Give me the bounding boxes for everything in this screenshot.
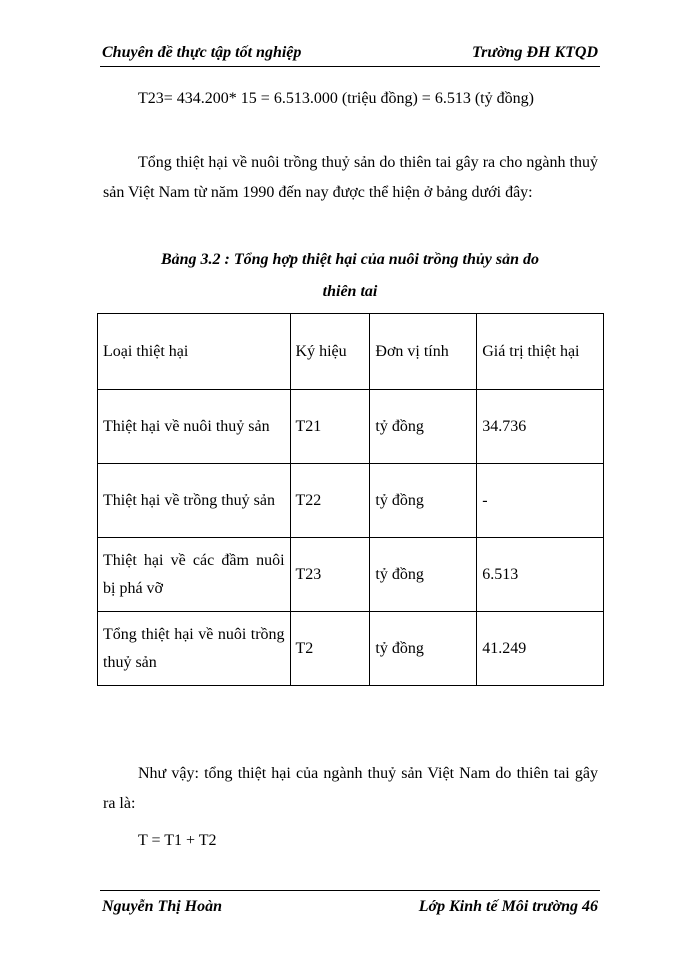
cell-symbol: T21 bbox=[290, 390, 370, 464]
cell-unit: tỷ đồng bbox=[370, 612, 477, 686]
footer-author: Nguyễn Thị Hoàn bbox=[102, 898, 223, 915]
cell-type: Tổng thiệt hại về nuôi trồng thuỷ sản bbox=[98, 612, 291, 686]
cell-type: Thiệt hại về các đầm nuôi bị phá vỡ bbox=[98, 538, 291, 612]
table-row bbox=[98, 612, 604, 686]
calc-paragraph: T23= 434.200* 15 = 6.513.000 (triệu đồng) = 6.513 (tỷ đồng) bbox=[138, 90, 534, 107]
cell-unit: tỷ đồng bbox=[370, 538, 477, 612]
cell-unit: tỷ đồng bbox=[370, 464, 477, 538]
header-school: Trường ĐH KTQD bbox=[471, 44, 598, 61]
table-row bbox=[98, 464, 604, 538]
cell-value: 6.513 bbox=[477, 538, 604, 612]
table-row bbox=[98, 390, 604, 464]
cell-value: 41.249 bbox=[477, 612, 604, 686]
header-rule bbox=[100, 66, 600, 67]
cell-value: 34.736 bbox=[477, 390, 604, 464]
conclusion-paragraph: Như vậy: tổng thiệt hại của ngành thuỷ sản Việt Nam do thiên tai gây ra là: bbox=[103, 765, 598, 812]
cell-symbol: T2 bbox=[290, 612, 370, 686]
page-header bbox=[100, 44, 600, 66]
cell-value: - bbox=[477, 464, 604, 538]
cell-type: Thiệt hại về nuôi thuỷ sản bbox=[98, 390, 291, 464]
col-header-unit: Đơn vị tính bbox=[370, 314, 477, 390]
table-caption-line-1: Bảng 3.2 : Tổng hợp thiệt hại của nuôi trồng thủy sản do bbox=[160, 251, 539, 268]
header-doc-title: Chuyên đề thực tập tốt nghiệp bbox=[102, 44, 302, 61]
intro-paragraph: Tổng thiệt hại về nuôi trồng thuỷ sản do thiên tai gây ra cho ngành thuỷ sản Việt Nam từ năm 1990 đến nay được thể hiện ở bảng dưới đây: bbox=[103, 154, 598, 201]
formula-line: T = T1 + T2 bbox=[138, 832, 217, 849]
cell-symbol: T22 bbox=[290, 464, 370, 538]
table-caption bbox=[100, 244, 600, 308]
table-row bbox=[98, 538, 604, 612]
col-header-symbol: Ký hiệu bbox=[290, 314, 370, 390]
cell-unit: tỷ đồng bbox=[370, 390, 477, 464]
damage-table bbox=[97, 313, 604, 686]
table-header-row bbox=[98, 314, 604, 390]
cell-symbol: T23 bbox=[290, 538, 370, 612]
cell-type: Thiệt hại về trồng thuỷ sản bbox=[98, 464, 291, 538]
col-header-value: Giá trị thiệt hại bbox=[477, 314, 604, 390]
footer-class: Lớp Kinh tế Môi trường 46 bbox=[418, 898, 598, 915]
table-caption-line-2: thiên tai bbox=[322, 283, 378, 300]
footer-rule bbox=[100, 890, 600, 891]
col-header-type: Loại thiệt hại bbox=[98, 314, 291, 390]
